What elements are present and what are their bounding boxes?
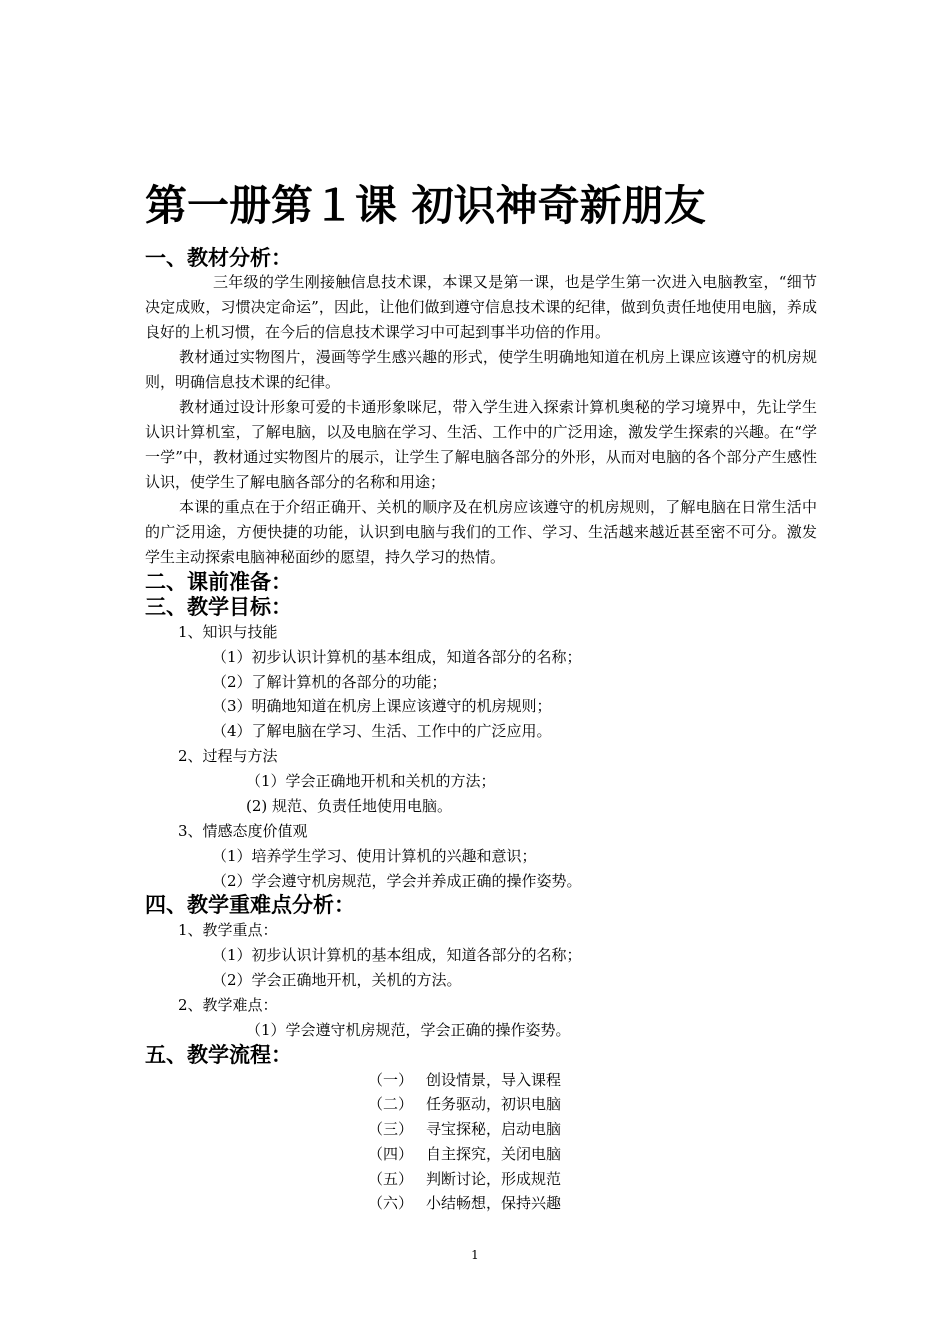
objective-item: （4）了解电脑在学习、生活、工作中的广泛应用。 [212, 722, 552, 740]
flow-step-text: 小结畅想，保持兴趣 [426, 1194, 562, 1212]
flow-step-number: （五） [368, 1170, 414, 1188]
analysis-paragraph: 教材通过实物图片，漫画等学生感兴趣的形式，使学生明确地知道在机房上课应该遵守的机房规则，明确信息技术课的纪律。 [145, 348, 817, 391]
keypoint-item: （1）初步认识计算机的基本组成，知道各部分的名称； [212, 946, 582, 964]
flow-step-number: （三） [368, 1120, 414, 1138]
flow-step [368, 1142, 561, 1166]
objective-group-heading: 3、情感态度价值观 [178, 822, 308, 840]
objective-item: (2) 规范、负责任地使用电脑。 [246, 797, 453, 815]
flow-step [368, 1092, 561, 1116]
flow-step-number: （一） [368, 1071, 414, 1089]
section-heading-flow: 五、教学流程： [145, 1043, 292, 1067]
keypoint-group-heading: 1、教学重点： [178, 921, 278, 939]
flow-step [368, 1117, 561, 1141]
analysis-paragraph: 教材通过设计形象可爱的卡通形象咪尼，带入学生进入探索计算机奥秘的学习境界中，先让学生认识计算机室，了解电脑，以及电脑在学习、生活、工作中的广泛用途，激发学生探索的兴趣。在“学一学”中，教材通过实物图片的展示，让学生了解电脑各部分的外形，从而对电脑的各个部分产生感性认识，使学生了解电脑各部分的名称和用途； [145, 398, 817, 491]
keypoint-item: （2）学会正确地开机，关机的方法。 [212, 971, 462, 989]
analysis-paragraph: 三年级的学生刚接触信息技术课，本课又是第一课，也是学生第一次进入电脑教室，“细节决定成败，习惯决定命运”，因此，让他们做到遵守信息技术课的纪律，做到负责任地使用电脑，养成良好的上机习惯，在今后的信息技术课学习中可起到事半功倍的作用。 [145, 273, 817, 341]
objective-group-heading: 2、过程与方法 [178, 747, 278, 765]
lesson-title: 第一册第１课 初识神奇新朋友 [145, 181, 706, 230]
keypoint-group-heading: 2、教学难点： [178, 996, 278, 1014]
section-heading-keypoints: 四、教学重难点分析： [145, 893, 355, 917]
objective-item: （2）学会遵守机房规范，学会并养成正确的操作姿势。 [212, 872, 582, 890]
objective-group-heading: 1、知识与技能 [178, 623, 278, 641]
flow-step-text: 自主探究，关闭电脑 [426, 1145, 562, 1163]
flow-step-text: 寻宝探秘，启动电脑 [426, 1120, 562, 1138]
objective-item: （1）培养学生学习、使用计算机的兴趣和意识； [212, 847, 537, 865]
flow-step [368, 1068, 561, 1092]
objective-item: （3）明确地知道在机房上课应该遵守的机房规则； [212, 697, 552, 715]
flow-step-text: 判断讨论，形成规范 [426, 1170, 562, 1188]
objective-item: （1）学会正确地开机和关机的方法； [246, 772, 496, 790]
objective-item: （2）了解计算机的各部分的功能； [212, 673, 447, 691]
section-heading-analysis: 一、教材分析： [145, 246, 292, 270]
objective-item: （1）初步认识计算机的基本组成，知道各部分的名称； [212, 648, 582, 666]
section-heading-objectives: 三、教学目标： [145, 595, 292, 619]
flow-step-number: （四） [368, 1145, 414, 1163]
flow-step [368, 1191, 561, 1215]
analysis-paragraph: 本课的重点在于介绍正确开、关机的顺序及在机房应该遵守的机房规则，了解电脑在日常生活中的广泛用途，方便快捷的功能，认识到电脑与我们的工作、学习、生活越来越近甚至密不可分。激发学生主动探索电脑神秘面纱的愿望，持久学习的热情。 [145, 498, 817, 566]
flow-step-text: 任务驱动，初识电脑 [426, 1095, 562, 1113]
flow-step [368, 1167, 561, 1191]
flow-step-number: （六） [368, 1194, 414, 1212]
page-number: 1 [471, 1248, 479, 1262]
flow-step-number: （二） [368, 1095, 414, 1113]
flow-step-text: 创设情景，导入课程 [426, 1071, 562, 1089]
section-heading-preparation: 二、课前准备： [145, 570, 292, 594]
keypoint-item: （1）学会遵守机房规范，学会正确的操作姿势。 [246, 1021, 571, 1039]
